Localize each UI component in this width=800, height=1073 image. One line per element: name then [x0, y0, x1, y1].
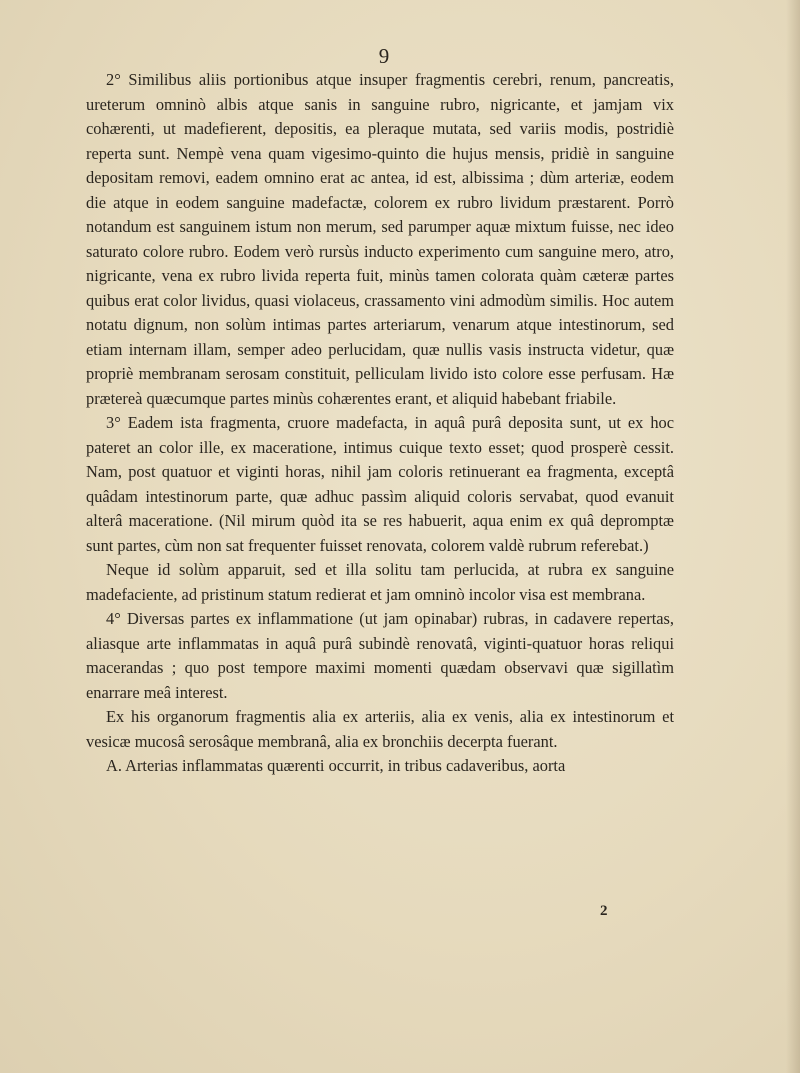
- paragraph-membrane: Neque id solùm apparuit, sed et illa solitu tam perlucida, at rubra ex sanguine madefaciente, ad pristinum statum redierat et jam omninò incolor visa est membrana.: [86, 560, 674, 604]
- paragraph-2: 2° Similibus aliis portionibus atque insuper fragmentis cerebri, renum, pancreatis, ureterum omninò albis atque sanis in sanguine rubro, nigricante, et jamjam vix cohærenti, ut madefierent, depositis, ea pleraque mutata, sed variis modis, postridiè reperta sunt. Nempè vena quam vigesimo-quinto die hujus mensis, pridiè in sanguine depositam removi, eadem omnino erat ac antea, id est, albissima ; dùm arteriæ, eodem die atque in eodem sanguine madefactæ, colorem ex rubro lividum præstarent. Porrò notandum est sanguinem istum non merum, sed parumper aquæ mixtum fuisse, nec ideo saturato colore rubro. Eodem verò rursùs inducto experimento cum sanguine mero, atro, nigricante, vena ex rubro livida reperta fuit, minùs tamen colorata quàm cæteræ partes quibus erat color lividus, quasi violaceus, crassamento vini admodùm similis. Hoc autem notatu dignum, non solùm intimas partes arteriarum, venarum atque intestinorum, sed etiam internam illam, semper adeo perlucidam, quæ nullis vasis instructa videtur, quæ propriè membranam serosam constituit, pelliculam livido isto colore esse perfusam. Hæ prætereà quæcumque partes minùs cohærentes erant, et aliquid habebant friabile.: [86, 70, 674, 408]
- paragraph-4: 4° Diversas partes ex inflammatione (ut jam opinabar) rubras, in cadavere repertas, aliasque arte inflammatas in aquâ purâ subindè renovatâ, viginti-quatuor horas reliqui macerandas ; quo post tempore maximi momenti quædam observavi quæ sigillatìm enarrare meâ interest.: [86, 609, 674, 702]
- body-text: [86, 68, 674, 779]
- paragraph-organ-fragments: Ex his organorum fragmentis alia ex arteriis, alia ex venis, alia ex intestinorum et vesicæ mucosâ serosâque membranâ, alia ex bronchiis decerpta fuerant.: [86, 707, 674, 751]
- paragraph-3: 3° Eadem ista fragmenta, cruore madefacta, in aquâ purâ deposita sunt, ut ex hoc pateret an color ille, ex maceratione, intimus cuique texto esset; quod prosperè cessit. Nam, post quatuor et viginti horas, nihil jam coloris retinuerant ea fragmenta, exceptâ quâdam intestinorum parte, quæ adhuc passìm aliquid coloris servabat, quod evanuit alterâ maceratione. (Nil mirum quòd ita se res habuerit, aqua enim ex quâ depromptæ sunt partes, cùm non sat frequenter fuisset renovata, colorem valdè rubrum referebat.): [86, 413, 674, 555]
- paragraph-a-arteries: A. Arterias inflammatas quærenti occurrit, in tribus cadaveribus, aorta: [106, 756, 566, 775]
- page-edge-shadow: [786, 0, 800, 1073]
- signature-mark: 2: [600, 903, 608, 919]
- page-number: 9: [378, 44, 390, 68]
